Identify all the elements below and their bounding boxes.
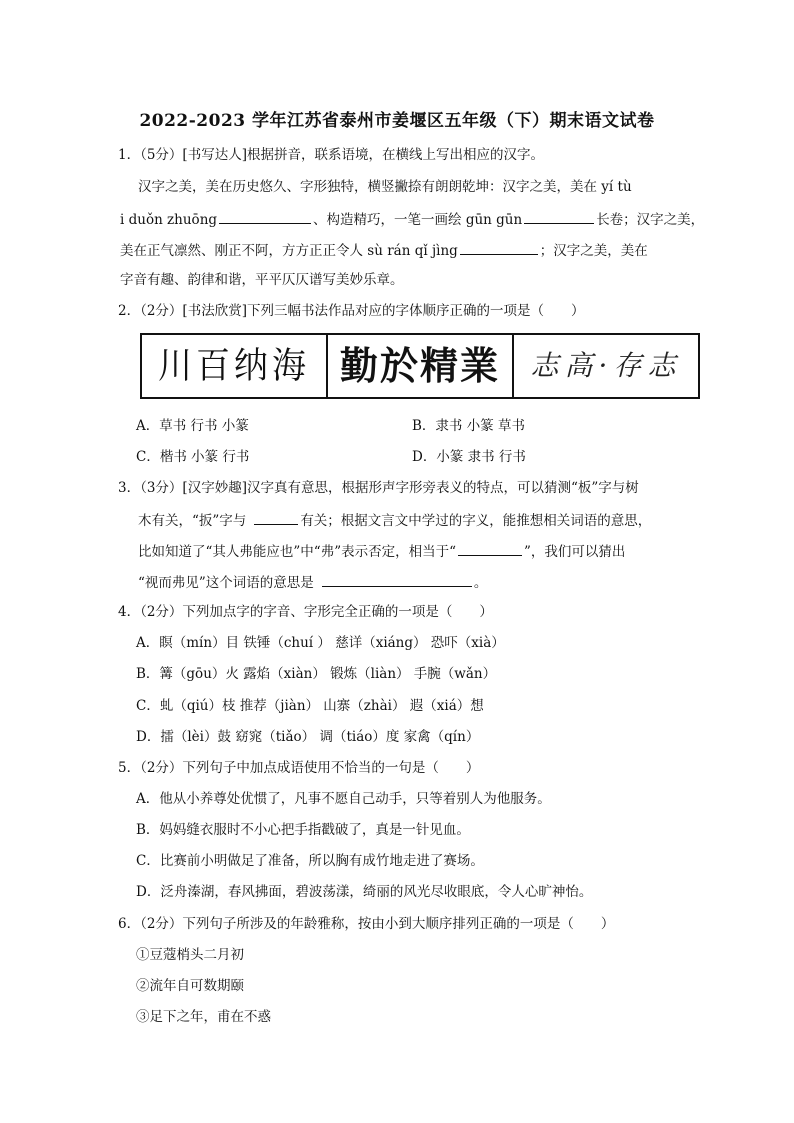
q4-option-c[interactable]: C．虬（qiú）枝 推荐（jiàn） 山寨（zhài） 遐（xiá）想	[136, 698, 484, 714]
answer-blank-5[interactable]	[458, 541, 522, 556]
q1-text-4: 美在正气凛然、刚正不阿，方方正正令人 sù rán qǐ jìng	[120, 243, 458, 259]
q6-stem: 6．（2分）下列句子所涉及的年龄雅称，按由小到大顺序排列正确的一项是（ ）	[118, 916, 615, 932]
q5-option-d[interactable]: D．泛舟溱湖，春风拂面，碧波荡漾，绮丽的风光尽收眼底，令人心旷神怡。	[136, 884, 593, 900]
q1-stem: 1．（5分）[书写达人]根据拼音，联系语境，在横线上写出相应的汉字。	[118, 147, 544, 163]
answer-blank-1[interactable]	[219, 209, 311, 224]
q2-option-c[interactable]: C．楷书 小篆 行书	[136, 449, 250, 465]
q3-text-5: “视而弗见”这个词语的意思是	[138, 575, 314, 591]
q2-option-d[interactable]: D．小篆 隶书 行书	[412, 449, 526, 465]
q3-text-4: ”，我们可以猜出	[524, 544, 626, 560]
q5-option-b[interactable]: B．妈妈缝衣服时不小心把手指戳破了，真是一针见血。	[136, 822, 470, 838]
q1-para-line2	[120, 209, 704, 229]
answer-blank-6[interactable]	[322, 572, 472, 587]
q5-option-a[interactable]: A．他从小养尊处优惯了，凡事不愿自己动手，只等着别人为他服务。	[136, 791, 551, 807]
q4-option-b[interactable]: B．篝（gōu）火 露焰（xiàn） 锻炼（liàn） 手腕（wǎn）	[136, 666, 497, 682]
q2-option-b[interactable]: B．隶书 小篆 草书	[412, 418, 526, 434]
q4-stem: 4．（2分）下列加点字的字音、字形完全正确的一项是（ ）	[118, 604, 493, 620]
answer-blank-3[interactable]	[460, 240, 538, 255]
calligraphy-panel-3: 志高·存志	[512, 335, 698, 397]
q1-para-line3	[120, 240, 648, 260]
q5-stem: 5．（2分）下列句子中加点成语使用不恰当的一句是（ ）	[118, 760, 480, 776]
answer-blank-4[interactable]	[254, 510, 298, 525]
answer-blank-2[interactable]	[524, 209, 594, 224]
q1-text-5: ；汉字之美，美在	[539, 243, 648, 259]
q4-option-a[interactable]: A．瞑（mín）目 铁锤（chuí ） 慈详（xiáng） 恐吓（xià）	[136, 635, 505, 651]
calligraphy-strip	[140, 333, 700, 399]
q6-item-3: ③足下之年，甫在不惑	[136, 1009, 271, 1025]
q3-text-3: 比如知道了“其人弗能应也”中“弗”表示否定，相当于“	[138, 544, 457, 560]
calligraphy-panel-1: 川百纳海	[158, 345, 310, 387]
calligraphy-panel-2: 勤於精業	[326, 335, 512, 397]
q3-line1: 3．（3分）[汉字妙趣]汉字真有意思，根据形声字形旁表义的特点，可以猜测“板”字与树	[118, 480, 639, 496]
page-title: 2022-2023 学年江苏省泰州市姜堰区五年级（下）期末语文试卷	[139, 111, 655, 131]
q2-option-a[interactable]: A．草书 行书 小篆	[136, 418, 249, 434]
q3-line2	[138, 510, 651, 530]
q1-text-2: 、构造精巧，一笔一画绘 gūn gūn	[313, 212, 523, 228]
q3-line4	[138, 572, 487, 592]
q3-text-1: 木有关，“扳”字与	[138, 513, 247, 529]
q1-para-line4: 字音有趣、韵律和谐，平平仄仄谱写美妙乐章。	[120, 272, 404, 288]
q6-item-1: ①豆蔻梢头二月初	[136, 947, 244, 963]
q5-option-c[interactable]: C．比赛前小明做足了准备，所以胸有成竹地走进了赛场。	[136, 853, 484, 869]
q3-text-2: 有关；根据文言文中学过的字义，能推想相关词语的意思，	[300, 513, 652, 529]
q1-text-3: 长卷；汉字之美，	[596, 212, 705, 228]
q3-line3	[138, 541, 625, 561]
q4-option-d[interactable]: D．擂（lèi）鼓 窈窕（tiǎo） 调（tiáo）度 家禽（qín）	[136, 729, 480, 745]
q2-stem: 2．（2分）[书法欣赏]下列三幅书法作品对应的字体顺序正确的一项是（ ）	[118, 303, 585, 319]
q6-item-2: ②流年自可数期颐	[136, 978, 244, 994]
pinyin-1-cont: i duǒn zhuōng	[120, 212, 218, 228]
q1-para-line1: 汉字之美，美在历史悠久、字形独特，横竖撇捺有朗朗乾坤：汉字之美，美在 yí tù	[138, 179, 632, 195]
q3-text-6: 。	[473, 575, 488, 591]
